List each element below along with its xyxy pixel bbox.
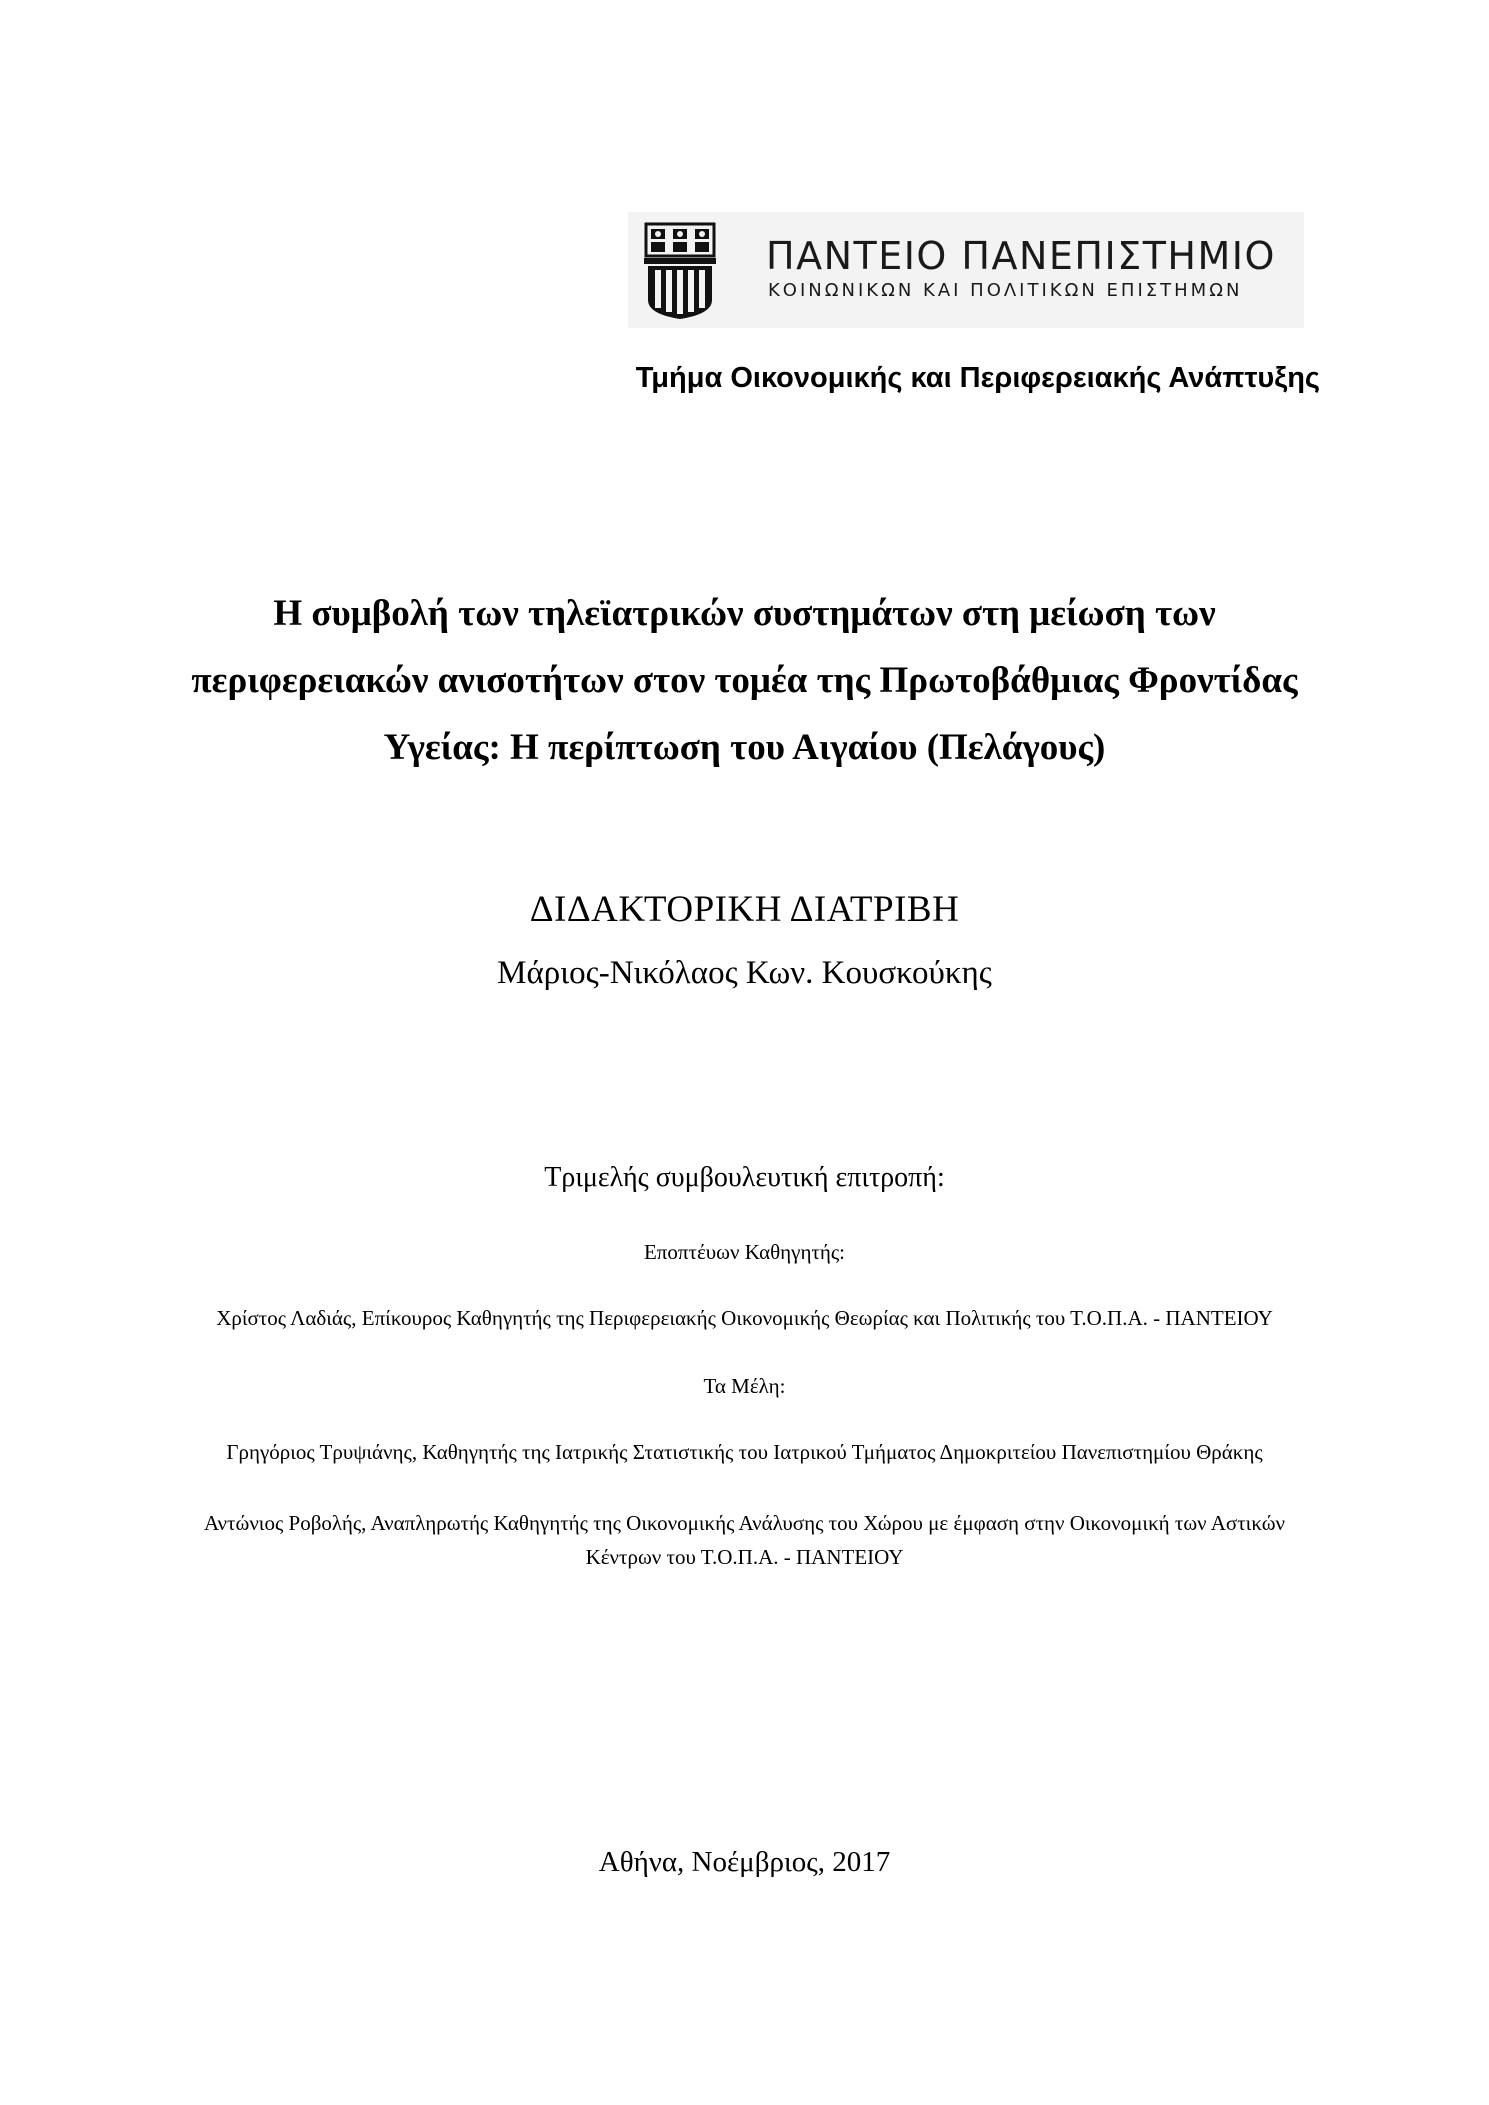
document-type: ΔΙΔΑΚΤΟΡΙΚΗ ΔΙΑΤΡΙΒΗ xyxy=(529,889,960,930)
university-subtitle: ΚΟΙΝΩΝΙΚΩΝ ΚΑΙ ΠΟΛΙΤΙΚΩΝ ΕΠΙΣΤΗΜΩΝ xyxy=(768,280,1243,301)
department-name: Τμήμα Οικονομικής και Περιφερειακής Ανάπτυξης xyxy=(635,362,1320,394)
members-label: Τα Μέλη: xyxy=(703,1374,786,1398)
thesis-title xyxy=(80,580,1409,781)
thesis-title-line: Η συμβολή των τηλεϊατρικών συστημάτων στη μείωση των xyxy=(273,593,1216,634)
university-emblem-icon xyxy=(642,222,718,320)
author-name: Μάριος-Νικόλαος Κων. Κουσκούκης xyxy=(497,955,992,991)
university-name: ΠΑΝΤΕΙΟ ΠΑΝΕΠΙΣΤΗΜΙΟ xyxy=(766,234,1276,278)
committee-member-line: Κέντρων του Τ.Ο.Π.Α. - ΠΑΝΤΕΙΟΥ xyxy=(585,1545,904,1569)
committee-heading: Τριμελής συμβουλευτική επιτροπή: xyxy=(544,1162,945,1193)
thesis-title-line: Υγείας: Η περίπτωση του Αιγαίου (Πελάγους) xyxy=(383,727,1106,768)
committee-member-entry xyxy=(40,1506,1449,1574)
supervisor-label: Εποπτέυων Καθηγητής: xyxy=(643,1240,846,1264)
university-logo xyxy=(628,212,1304,328)
committee-member-line: Αντώνιος Ροβολής, Αναπληρωτής Καθηγητής της Οικονομικής Ανάλυσης του Χώρου με έμφαση στην Οικονομική των Αστικών xyxy=(203,1511,1286,1535)
place-and-date: Αθήνα, Νοέμβριος, 2017 xyxy=(598,1846,891,1878)
supervisor-entry: Χρίστος Λαδιάς, Επίκουρος Καθηγητής της Περιφερειακής Οικονομικής Θεωρίας και Πολιτικής του Τ.Ο.Π.Α. - ΠΑΝΤΕΙΟΥ xyxy=(216,1306,1273,1330)
committee-member-entry: Γρηγόριος Τρυψιάνης, Καθηγητής της Ιατρικής Στατιστικής του Ιατρικού Τμήματος Δημοκριτείου Πανεπιστημίου Θράκης xyxy=(226,1440,1263,1464)
thesis-title-line: περιφερειακών ανισοτήτων στον τομέα της Πρωτοβάθμιας Φροντίδας xyxy=(191,660,1298,701)
